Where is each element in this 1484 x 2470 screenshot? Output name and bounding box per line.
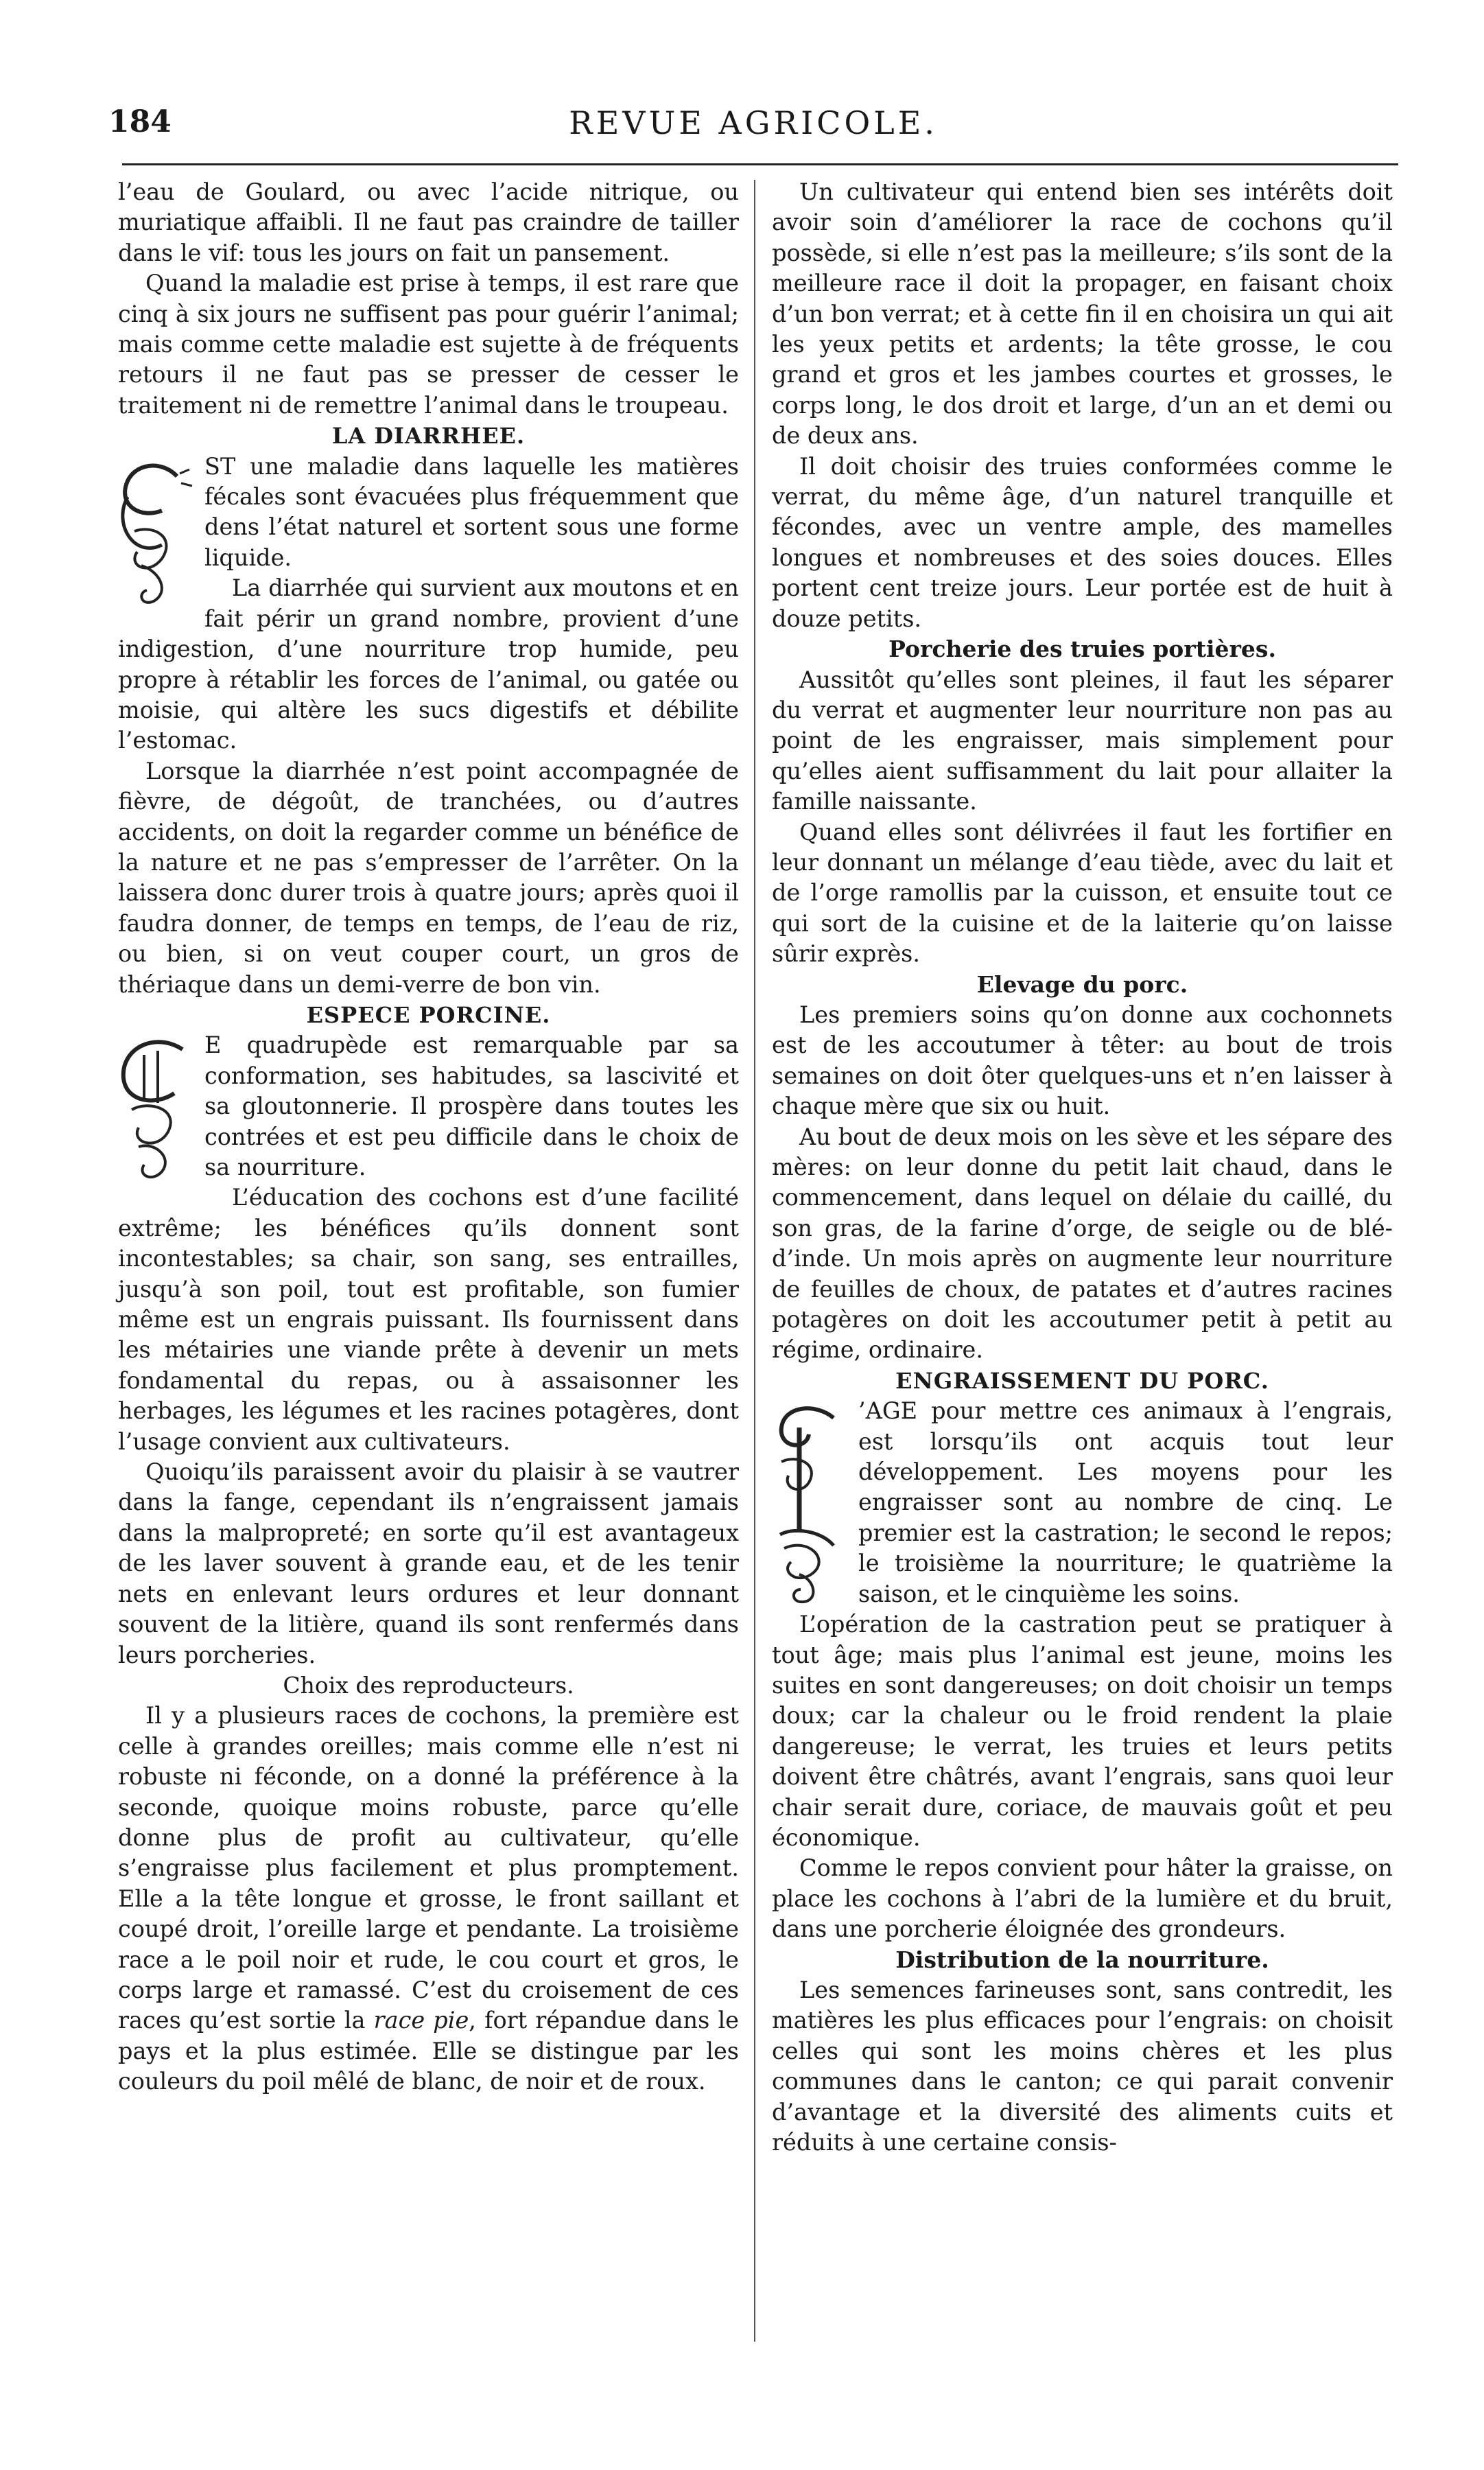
paragraph: L’éducation des cochons est d’une facilité extrême; les bénéfices qu’ils donnent sont incontestables; sa chair, son sang, ses entrailles, jusqu’à son poil, tout est profitable, son fumier même est un engrais puissant. Ils fournissent dans les métairies une viande prête à devenir un mets fondamental du repas, ou à assaisonner les herbages, les légumes et les racines potagères, dont l’usage convient aux cultivateurs.: [118, 1184, 739, 1455]
emphasis-race-pie: race pie: [373, 2007, 469, 2034]
paragraph: Comme le repos convient pour hâter la graisse, on place les cochons à l’abri de la lumière et du bruit, dans une porcherie éloignée des grondeurs.: [772, 1854, 1393, 1943]
ornamental-initial-c-icon: [114, 456, 198, 607]
paragraph-text: ’AGE pour mettre ces animaux à l’engrais, est lorsqu’ils ont acquis tout leur développement. Les moyens pour les engraisser sont au nombre de cinq. Le premier est la castration; le second le repos; le troisième la nourriture; le quatrième la saison, et le cinquième les soins.: [858, 1397, 1393, 1607]
paragraph: Quoiqu’ils paraissent avoir du plaisir à se vautrer dans la fange, cependant ils n’engraissent jamais dans la malpropreté; en sorte qu’il est avantageux de les laver souvent à grande eau, et de les tenir nets en enlevant leurs ordures et leur donnant souvent de la litière, quand ils sont renfermés dans leurs porcheries.: [118, 1458, 739, 1668]
paragraph: Lorsque la diarrhée n’est point accompagnée de fièvre, de dégoût, de tranchées, ou d’autres accidents, on doit la regarder comme un bénéfice de la nature et ne pas s’empresser de l’arrêter. On la laissera donc durer trois à quatre jours; après quoi il faudra donner, de temps en temps, de l’eau de riz, ou bien, si on veut couper court, un gros de thériaque dans un demi-verre de bon vin.: [118, 757, 739, 998]
paragraph-with-initial: [118, 452, 739, 574]
paragraph: L’opération de la castration peut se pratiquer à tout âge; mais plus l’animal est jeune, moins les suites en sont dangereuses; on doit choisir un temps doux; car la chaleur ou le froid rendent la plaie dangereuse; le verrat, les truies et leurs petits doivent être châtrés, avant l’engrais, sans quoi leur chair serait dure, coriace, de mauvais goût et peu économique.: [772, 1611, 1393, 1851]
page-number: 184: [108, 104, 172, 139]
subheading-porcherie: Porcherie des truies portières.: [888, 636, 1276, 663]
paragraph: Aussitôt qu’elles sont pleines, il faut les séparer du verrat et augmenter leur nourriture non pas au point de les engraisser, mais simplement pour qu’elles aient suffisamment du lait pour allaiter la famille naissante.: [772, 666, 1393, 815]
paragraph: Au bout de deux mois on les sève et les sépare des mères: on leur donne du petit lait chaud, dans le commencement, dans lequel on délaie du caillé, du son gras, de la farine d’orge, de seigle ou de blé-d’inde. Un mois après on augmente leur nourriture de feuilles de choux, de patates et d’autres racines potagères on doit les accoutumer petit à petit au régime, ordinaire.: [772, 1123, 1393, 1364]
paragraph-text: E quadrupède est remarquable par sa conformation, ses habitudes, sa lascivité et sa gloutonnerie. Il prospère dans toutes les contrées et est peu difficile dans le choix de sa nourriture.: [204, 1032, 739, 1180]
paragraph-text: , fort répandue dans le pays et la plus estimée. Elle se distingue par les couleurs du poil mêlé de blanc, de noir et de roux.: [118, 2007, 739, 2095]
paragraph-with-initial: [118, 1030, 739, 1182]
right-column: [772, 177, 1393, 2158]
paragraph: l’eau de Goulard, ou avec l’acide nitrique, ou muriatique affaibli. Il ne faut pas craindre de tailler dans le vif: tous les jours on fait un pansement.: [118, 178, 739, 266]
paragraph-with-initial: [772, 1396, 1393, 1609]
paragraph: Les semences farineuses sont, sans contredit, les matières les plus efficaces pour l’engrais: on choisit celles qui sont les moins chères et les plus communes dans le canton; ce qui parait convenir d’avantage et la diversité des aliments cuits et réduits à une certaine consis-: [772, 1976, 1393, 2156]
left-column: [118, 177, 739, 2097]
running-title: REVUE AGRICOLE.: [569, 104, 938, 141]
paragraph: Quand la maladie est prise à temps, il est rare que cinq à six jours ne suffisent pas pour guérir l’animal; mais comme cette maladie est sujette à de fréquents retours il ne faut pas se presser de cesser le traitement ni de remettre l’animal dans le troupeau.: [118, 270, 739, 419]
ornamental-initial-c-icon: [114, 1034, 198, 1185]
section-heading-engraissement: ENGRAISSEMENT DU PORC.: [895, 1367, 1269, 1394]
subheading-choix-reproducteurs: Choix des reproducteurs.: [283, 1671, 574, 1699]
header-rule: [122, 163, 1398, 165]
column-rule: [754, 180, 755, 2342]
subheading-distribution: Distribution de la nourriture.: [895, 1946, 1269, 1973]
paragraph: Il doit choisir des truies conformées comme le verrat, du même âge, d’un naturel tranquille et fécondes, avec un ventre ample, des mamelles longues et nombreuses et des soies douces. Elles portent cent treize jours. Leur portée est de huit à douze petits.: [772, 452, 1393, 632]
page-header: [108, 104, 1398, 152]
paragraph-text: ST une maladie dans laquelle les matières fécales sont évacuées plus fréquemment que dens l’état naturel et sortent sous une forme liquide.: [204, 452, 739, 571]
paragraph: Quand elles sont délivrées il faut les fortifier en leur donnant un mélange d’eau tiède, avec du lait et de l’orge ramollis par la cuisson, et ensuite tout ce qui sort de la cuisine et de la laiterie qu’on laisse sûrir exprès.: [772, 818, 1393, 968]
subheading-elevage: Elevage du porc.: [976, 970, 1188, 998]
paragraph-text: Il y a plusieurs races de cochons, la première est celle à grandes oreilles; mais comme elle n’est ni robuste ni féconde, on a donné la préférence à la seconde, quoique moins robuste, parce qu’elle donne plus de profit au cultivateur, qu’elle s’engraisse plus facilement et plus promptement. Elle a la tête longue et grosse, le front saillant et coupé droit, l’oreille large et pendante. La troisième race a le poil noir et rude, le cou court et gros, le corps large et ramassé. C’est du croisement de ces races qu’est sortie la: [118, 1702, 739, 2034]
section-heading-espece-porcine: ESPECE PORCINE.: [306, 1001, 551, 1028]
ornamental-initial-l: [768, 1400, 851, 1606]
paragraph: La diarrhée qui survient aux moutons et en fait périr un grand nombre, provient d’une indigestion, d’une nourriture trop humide, peu propre à rétablir les forces de l’animal, ou gatée ou moisie, qui altère les sucs digestifs et débilite l’estomac.: [118, 574, 739, 754]
paragraph: Les premiers soins qu’on donne aux cochonnets est de les accoutumer à têter: au bout de trois semaines on doit ôter quelques-uns et n’en laisser à chaque mère que six ou huit.: [772, 1001, 1393, 1120]
section-heading-diarrhee: LA DIARRHEE.: [331, 423, 526, 450]
ornamental-initial-l-icon: [768, 1400, 851, 1606]
paragraph: [118, 1701, 739, 2097]
paragraph: Un cultivateur qui entend bien ses intérêts doit avoir soin d’améliorer la race de cochons qu’il possède, si elle n’est pas la meilleure; s’ils sont de la meilleure race il doit la propager, en faisant choix d’un bon verrat; et à cette fin il en choisira un qui ait les yeux petits et ardents; la tête grosse, le cou grand et gros et les jambes courtes et grosses, le corps long, le dos droit et large, d’un an et demi ou de deux ans.: [772, 178, 1393, 450]
ornamental-initial-c: [114, 456, 198, 607]
ornamental-initial-c: [114, 1034, 198, 1185]
